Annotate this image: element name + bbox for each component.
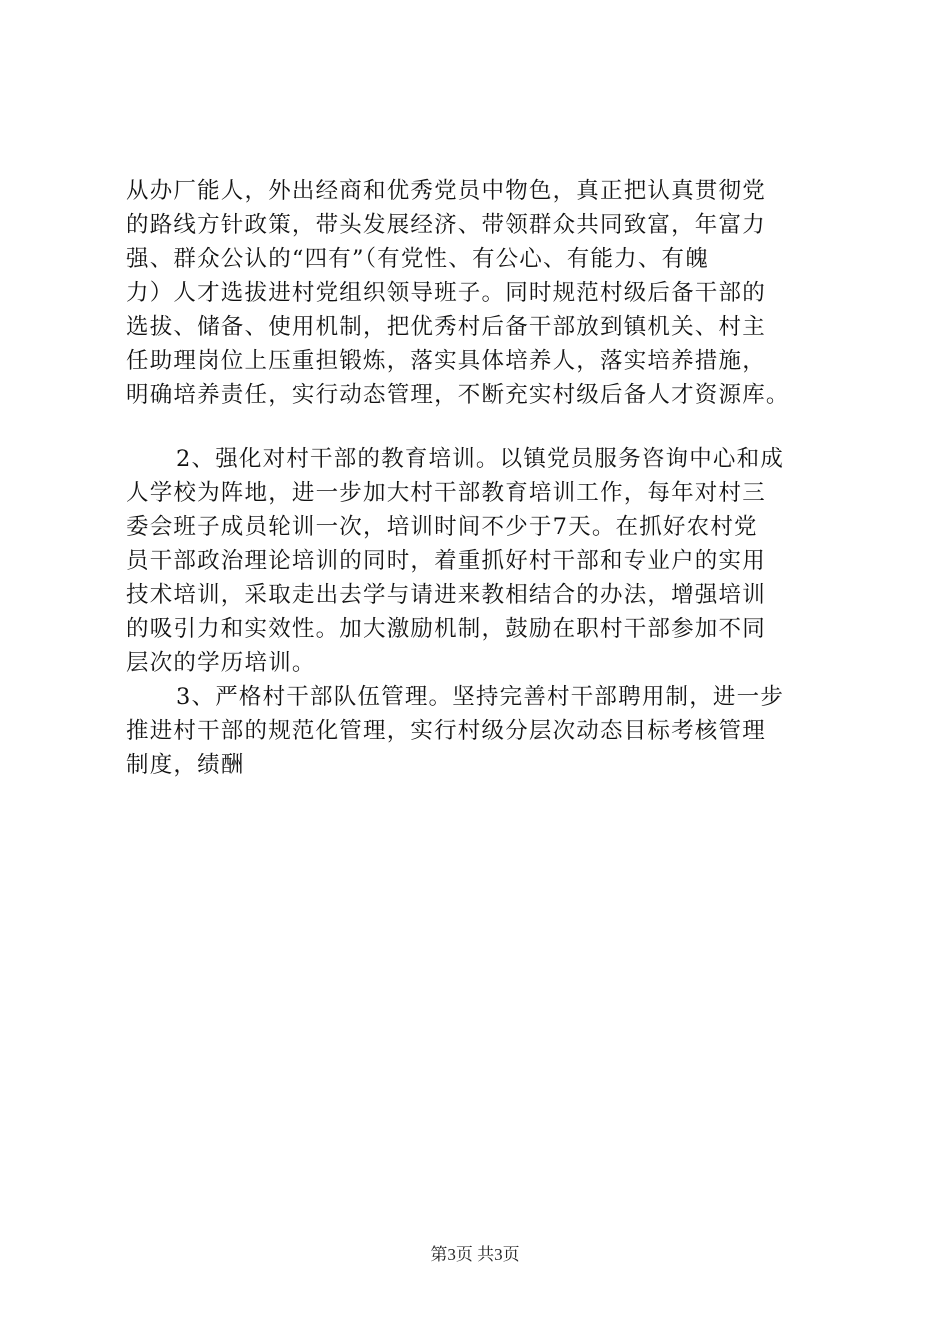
paragraph-3 <box>126 680 836 782</box>
text-line: 层次的学历培训。 <box>126 650 316 676</box>
document-body <box>126 174 836 782</box>
paragraph-2 <box>126 442 836 680</box>
text-line: 技术培训，采取走出去学与请进来教相结合的办法，增强培训 <box>126 582 766 608</box>
text-line: 制度，绩酬 <box>126 752 245 778</box>
page-number-footer: 第3页 共3页 <box>430 1245 520 1264</box>
text-line: 力）人才选拔进村党组织领导班子。同时规范村级后备干部的 <box>126 280 766 306</box>
text-line: 的吸引力和实效性。加大激励机制，鼓励在职村干部参加不同 <box>126 616 766 642</box>
paragraph-1 <box>126 174 836 412</box>
text-line: 的路线方针政策，带头发展经济、带领群众共同致富，年富力 <box>126 212 766 238</box>
text-line: 3、严格村干部队伍管理。坚持完善村干部聘用制，进一步 <box>176 684 785 710</box>
text-line: 员干部政治理论培训的同时，着重抓好村干部和专业户的实用 <box>126 548 766 574</box>
text-line: 2、强化对村干部的教育培训。以镇党员服务咨询中心和成 <box>176 446 785 472</box>
text-line: 人学校为阵地，进一步加大村干部教育培训工作，每年对村三 <box>126 480 766 506</box>
text-line: 选拔、储备、使用机制，把优秀村后备干部放到镇机关、村主 <box>126 314 766 340</box>
text-line: 从办厂能人，外出经商和优秀党员中物色，真正把认真贯彻党 <box>126 178 766 204</box>
text-line: 强、群众公认的“四有”（有党性、有公心、有能力、有魄 <box>126 246 709 272</box>
text-line: 委会班子成员轮训一次，培训时间不少于7天。在抓好农村党 <box>126 514 758 540</box>
text-line: 推进村干部的规范化管理，实行村级分层次动态目标考核管理 <box>126 718 766 744</box>
text-line: 明确培养责任，实行动态管理，不断充实村级后备人才资源库。 <box>126 382 790 408</box>
text-line: 任助理岗位上压重担锻炼，落实具体培养人，落实培养措施， <box>126 348 766 374</box>
paragraph-spacer <box>126 412 836 442</box>
